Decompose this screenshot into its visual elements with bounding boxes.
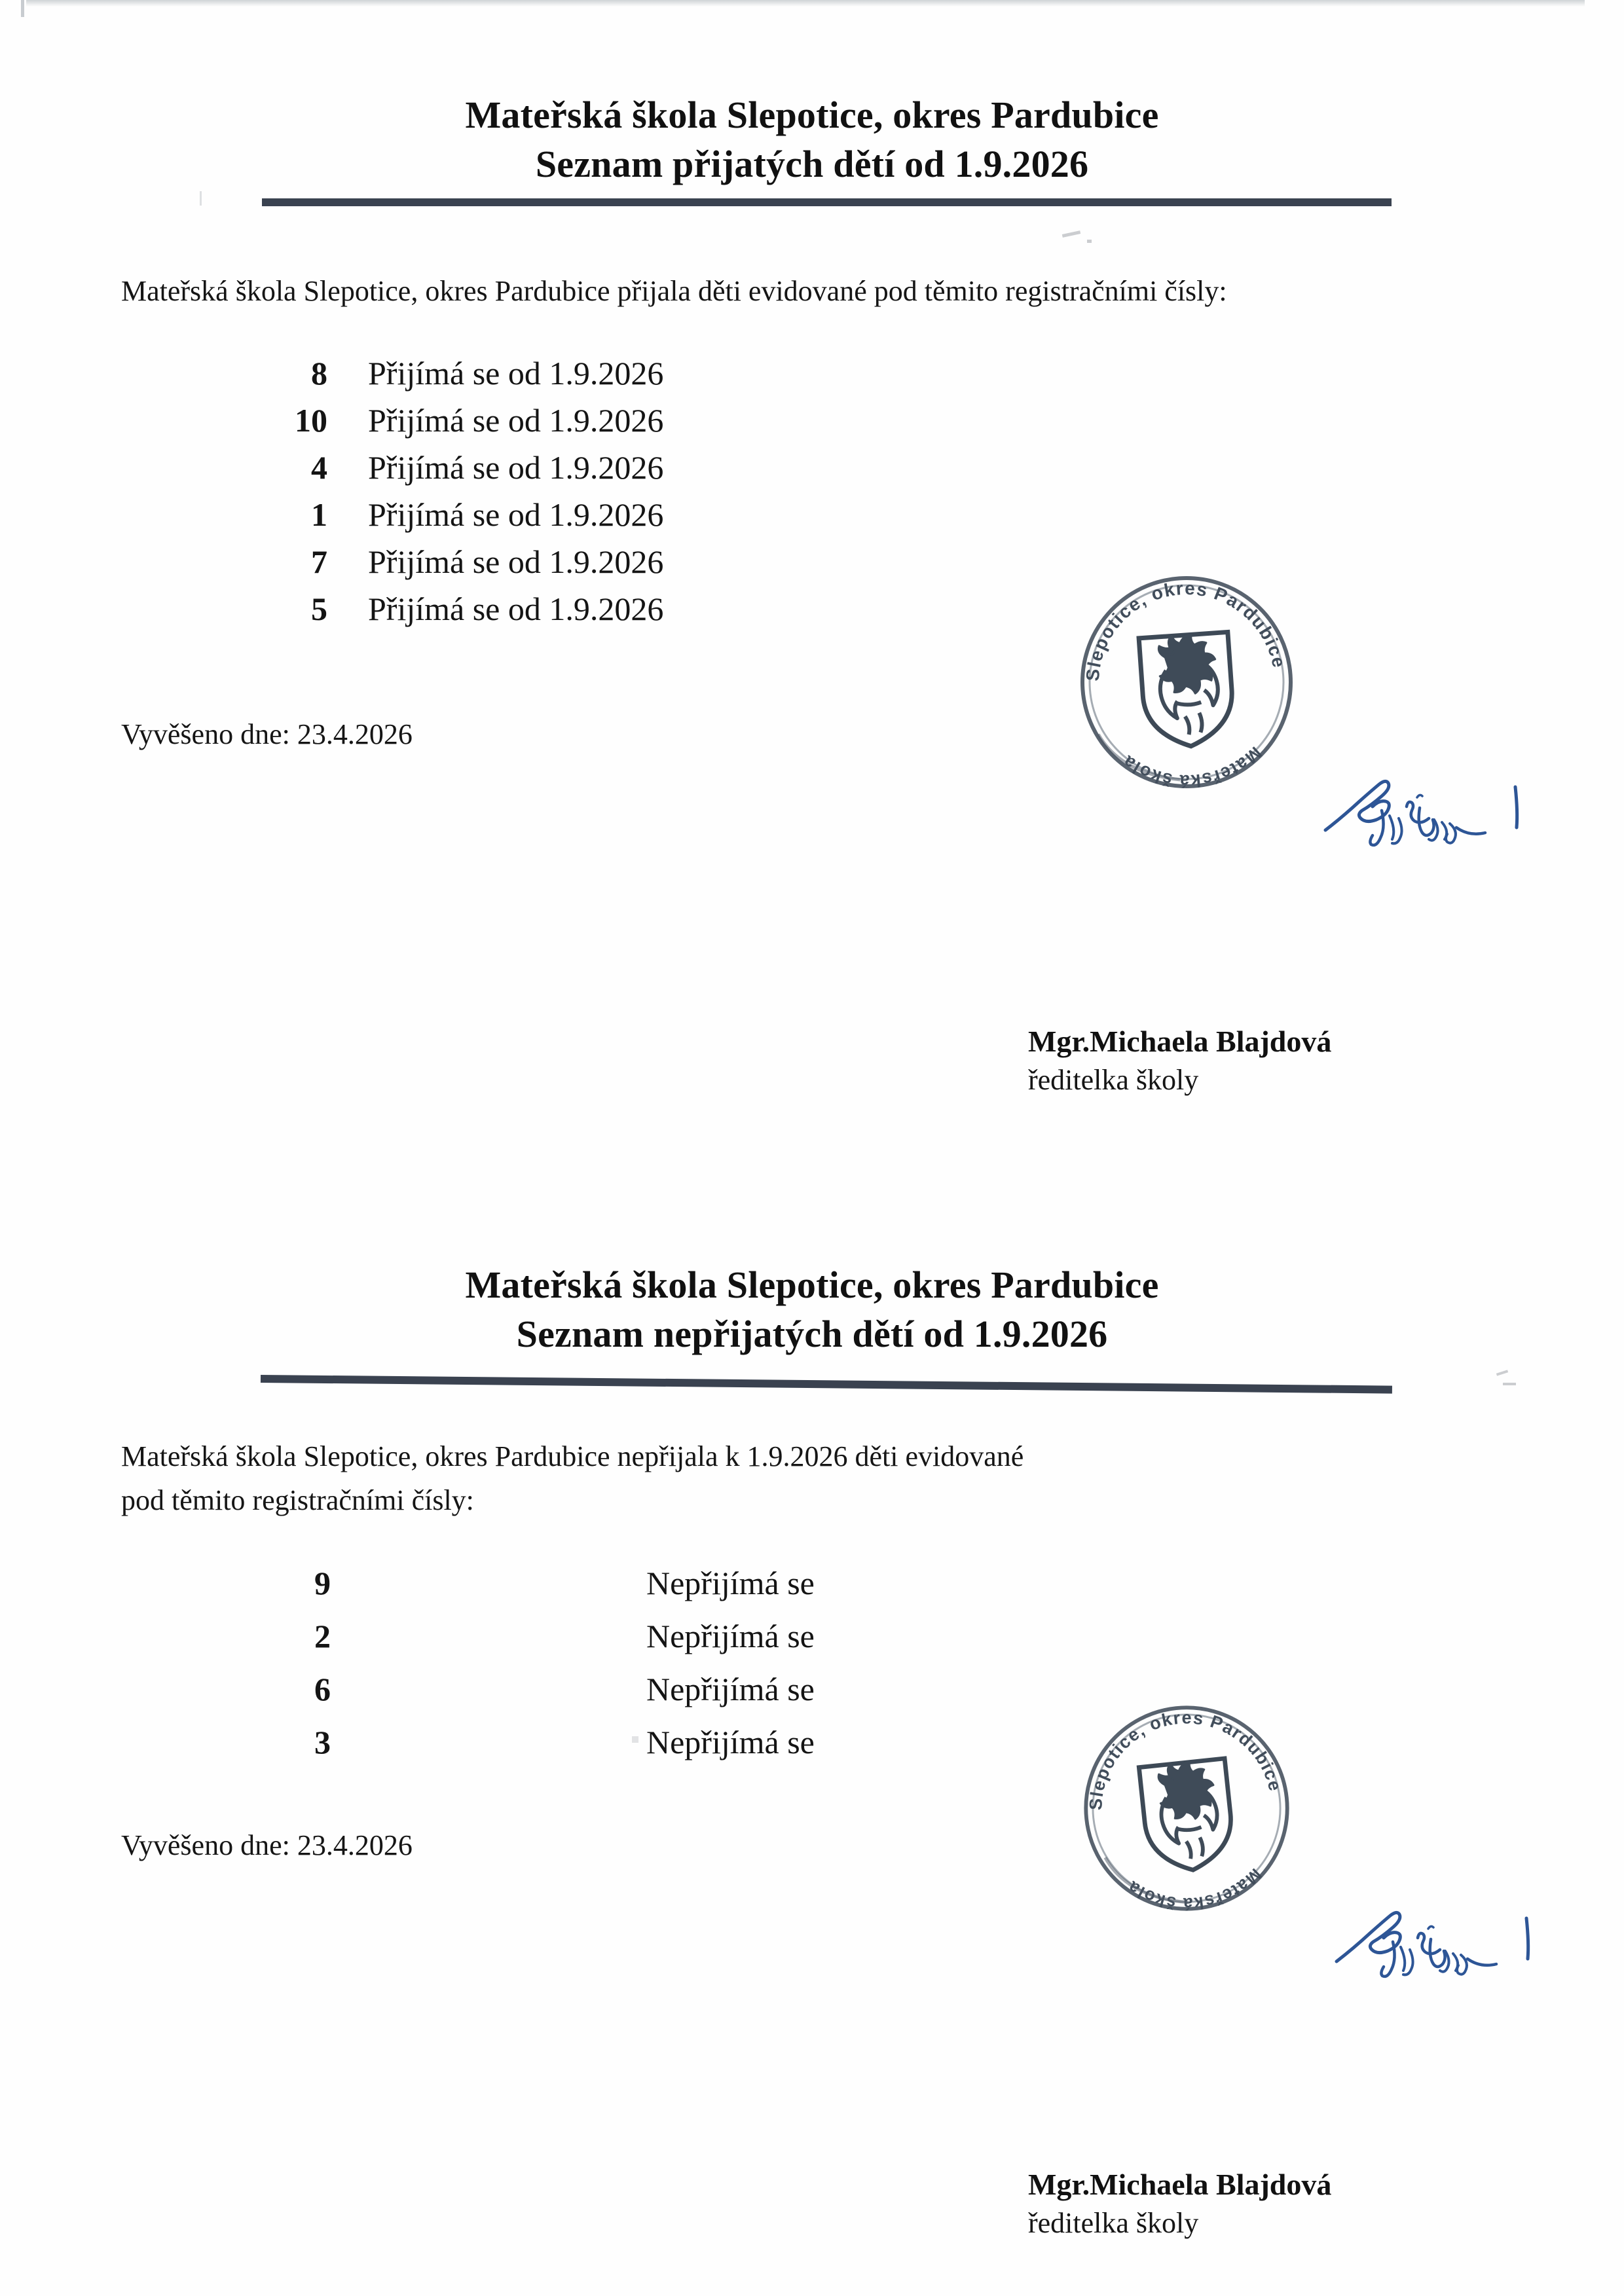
- scan-speckle: [1496, 1370, 1508, 1376]
- scan-speckle: [1062, 230, 1080, 238]
- registration-number: 8: [311, 355, 327, 392]
- rejected-list-item: [0, 1620, 1624, 1673]
- registration-decision: Nepřijímá se: [646, 1565, 815, 1601]
- accepted-registration-list: [0, 357, 1624, 640]
- accepted-list-item: [0, 592, 1624, 640]
- registration-decision: Nepřijímá se: [646, 1671, 815, 1707]
- registration-decision: Nepřijímá se: [646, 1618, 815, 1654]
- rejected-title-school: Mateřská škola Slepotice, okres Pardubice: [465, 1264, 1159, 1306]
- rejected-intro-paragraph: [121, 1435, 1542, 1523]
- handwritten-signature: [1333, 1899, 1542, 1984]
- registration-number: 2: [314, 1618, 331, 1654]
- accepted-posted-date-text: Vyvěšeno dne: 23.4.2026: [121, 718, 413, 750]
- rejected-title-subject: Seznam nepřijatých dětí od 1.9.2026: [516, 1313, 1108, 1356]
- registration-decision: Přijímá se od 1.9.2026: [368, 543, 664, 580]
- handwritten-signature: [1321, 767, 1531, 852]
- scan-speckle: [200, 191, 202, 206]
- registration-number: 6: [314, 1671, 331, 1707]
- rejected-list-item: [0, 1726, 1624, 1779]
- registration-decision: Přijímá se od 1.9.2026: [368, 591, 664, 627]
- accepted-list-item: [0, 404, 1624, 451]
- accepted-signatory-role-text: ředitelka školy: [1028, 1064, 1199, 1096]
- rejected-list-item: [0, 1673, 1624, 1726]
- accepted-title-rule: [262, 198, 1392, 206]
- rejected-title-block: [0, 1260, 1624, 1359]
- accepted-list-item: [0, 357, 1624, 404]
- accepted-list-item: [0, 545, 1624, 592]
- rejected-list-item: [0, 1567, 1624, 1620]
- registration-number: 10: [295, 402, 327, 439]
- registration-decision: Přijímá se od 1.9.2026: [368, 402, 664, 439]
- official-seal-stamp: [1061, 556, 1312, 808]
- registration-number: 3: [314, 1724, 331, 1760]
- accepted-title-block: [0, 90, 1624, 189]
- registration-decision: Přijímá se od 1.9.2026: [368, 449, 664, 486]
- rejected-signatory-role: [1028, 2205, 1198, 2242]
- scan-speckle: [632, 1736, 638, 1743]
- scan-edge-artifact-left: [21, 0, 24, 17]
- scan-speckle: [1087, 240, 1092, 243]
- registration-number: 5: [311, 591, 327, 627]
- accepted-intro-text: Mateřská škola Slepotice, okres Pardubice přijala děti evidované pod těmito registračními čísly:: [121, 275, 1227, 307]
- scan-speckle: [1503, 1383, 1516, 1385]
- rejected-posted-date-text: Vyvěšeno dne: 23.4.2026: [121, 1829, 413, 1861]
- rejected-signatory-name-text: Mgr.Michaela Blajdová: [1028, 2168, 1332, 2201]
- official-seal-stamp: [1061, 1683, 1312, 1933]
- accepted-list-item: [0, 498, 1624, 545]
- registration-number: 9: [314, 1565, 331, 1601]
- rejected-intro-line-2: pod těmito registračními čísly:: [121, 1484, 474, 1516]
- accepted-intro-paragraph: [121, 270, 1536, 313]
- registration-number: 4: [311, 449, 327, 486]
- seal-text-lower: Mateřská škola: [1118, 742, 1266, 792]
- rejected-intro-line-1: Mateřská škola Slepotice, okres Pardubice nepřijala k 1.9.2026 děti evidované: [121, 1440, 1024, 1472]
- rejected-registration-list: [0, 1567, 1624, 1779]
- rejected-signatory-name: [1028, 2166, 1331, 2204]
- accepted-list-item: [0, 451, 1624, 498]
- seal-text-upper: Slepotice, okres Pardubice: [1086, 1707, 1285, 1811]
- seal-text-lower: Mateřská škola: [1123, 1865, 1266, 1914]
- accepted-signatory-role: [1028, 1062, 1198, 1099]
- accepted-signatory-name: [1028, 1023, 1331, 1061]
- registration-decision: Přijímá se od 1.9.2026: [368, 496, 664, 533]
- registration-decision: Nepřijímá se: [646, 1724, 815, 1760]
- rejected-title-rule: [261, 1375, 1392, 1394]
- seal-text-upper: Slepotice, okres Pardubice: [1082, 577, 1290, 682]
- rejected-signatory-role-text: ředitelka školy: [1028, 2207, 1199, 2239]
- czech-lion-emblem: [1139, 1758, 1236, 1874]
- accepted-signatory-name-text: Mgr.Michaela Blajdová: [1028, 1025, 1332, 1058]
- czech-lion-emblem: [1139, 632, 1236, 749]
- registration-number: 1: [311, 496, 327, 533]
- registration-number: 7: [311, 543, 327, 580]
- rejected-posted-date: [121, 1829, 413, 1862]
- registration-decision: Přijímá se od 1.9.2026: [368, 355, 664, 392]
- scan-edge-artifact: [26, 0, 1585, 7]
- accepted-title-school: Mateřská škola Slepotice, okres Pardubice: [465, 94, 1159, 136]
- accepted-posted-date: [121, 718, 413, 751]
- accepted-title-subject: Seznam přijatých dětí od 1.9.2026: [535, 143, 1089, 186]
